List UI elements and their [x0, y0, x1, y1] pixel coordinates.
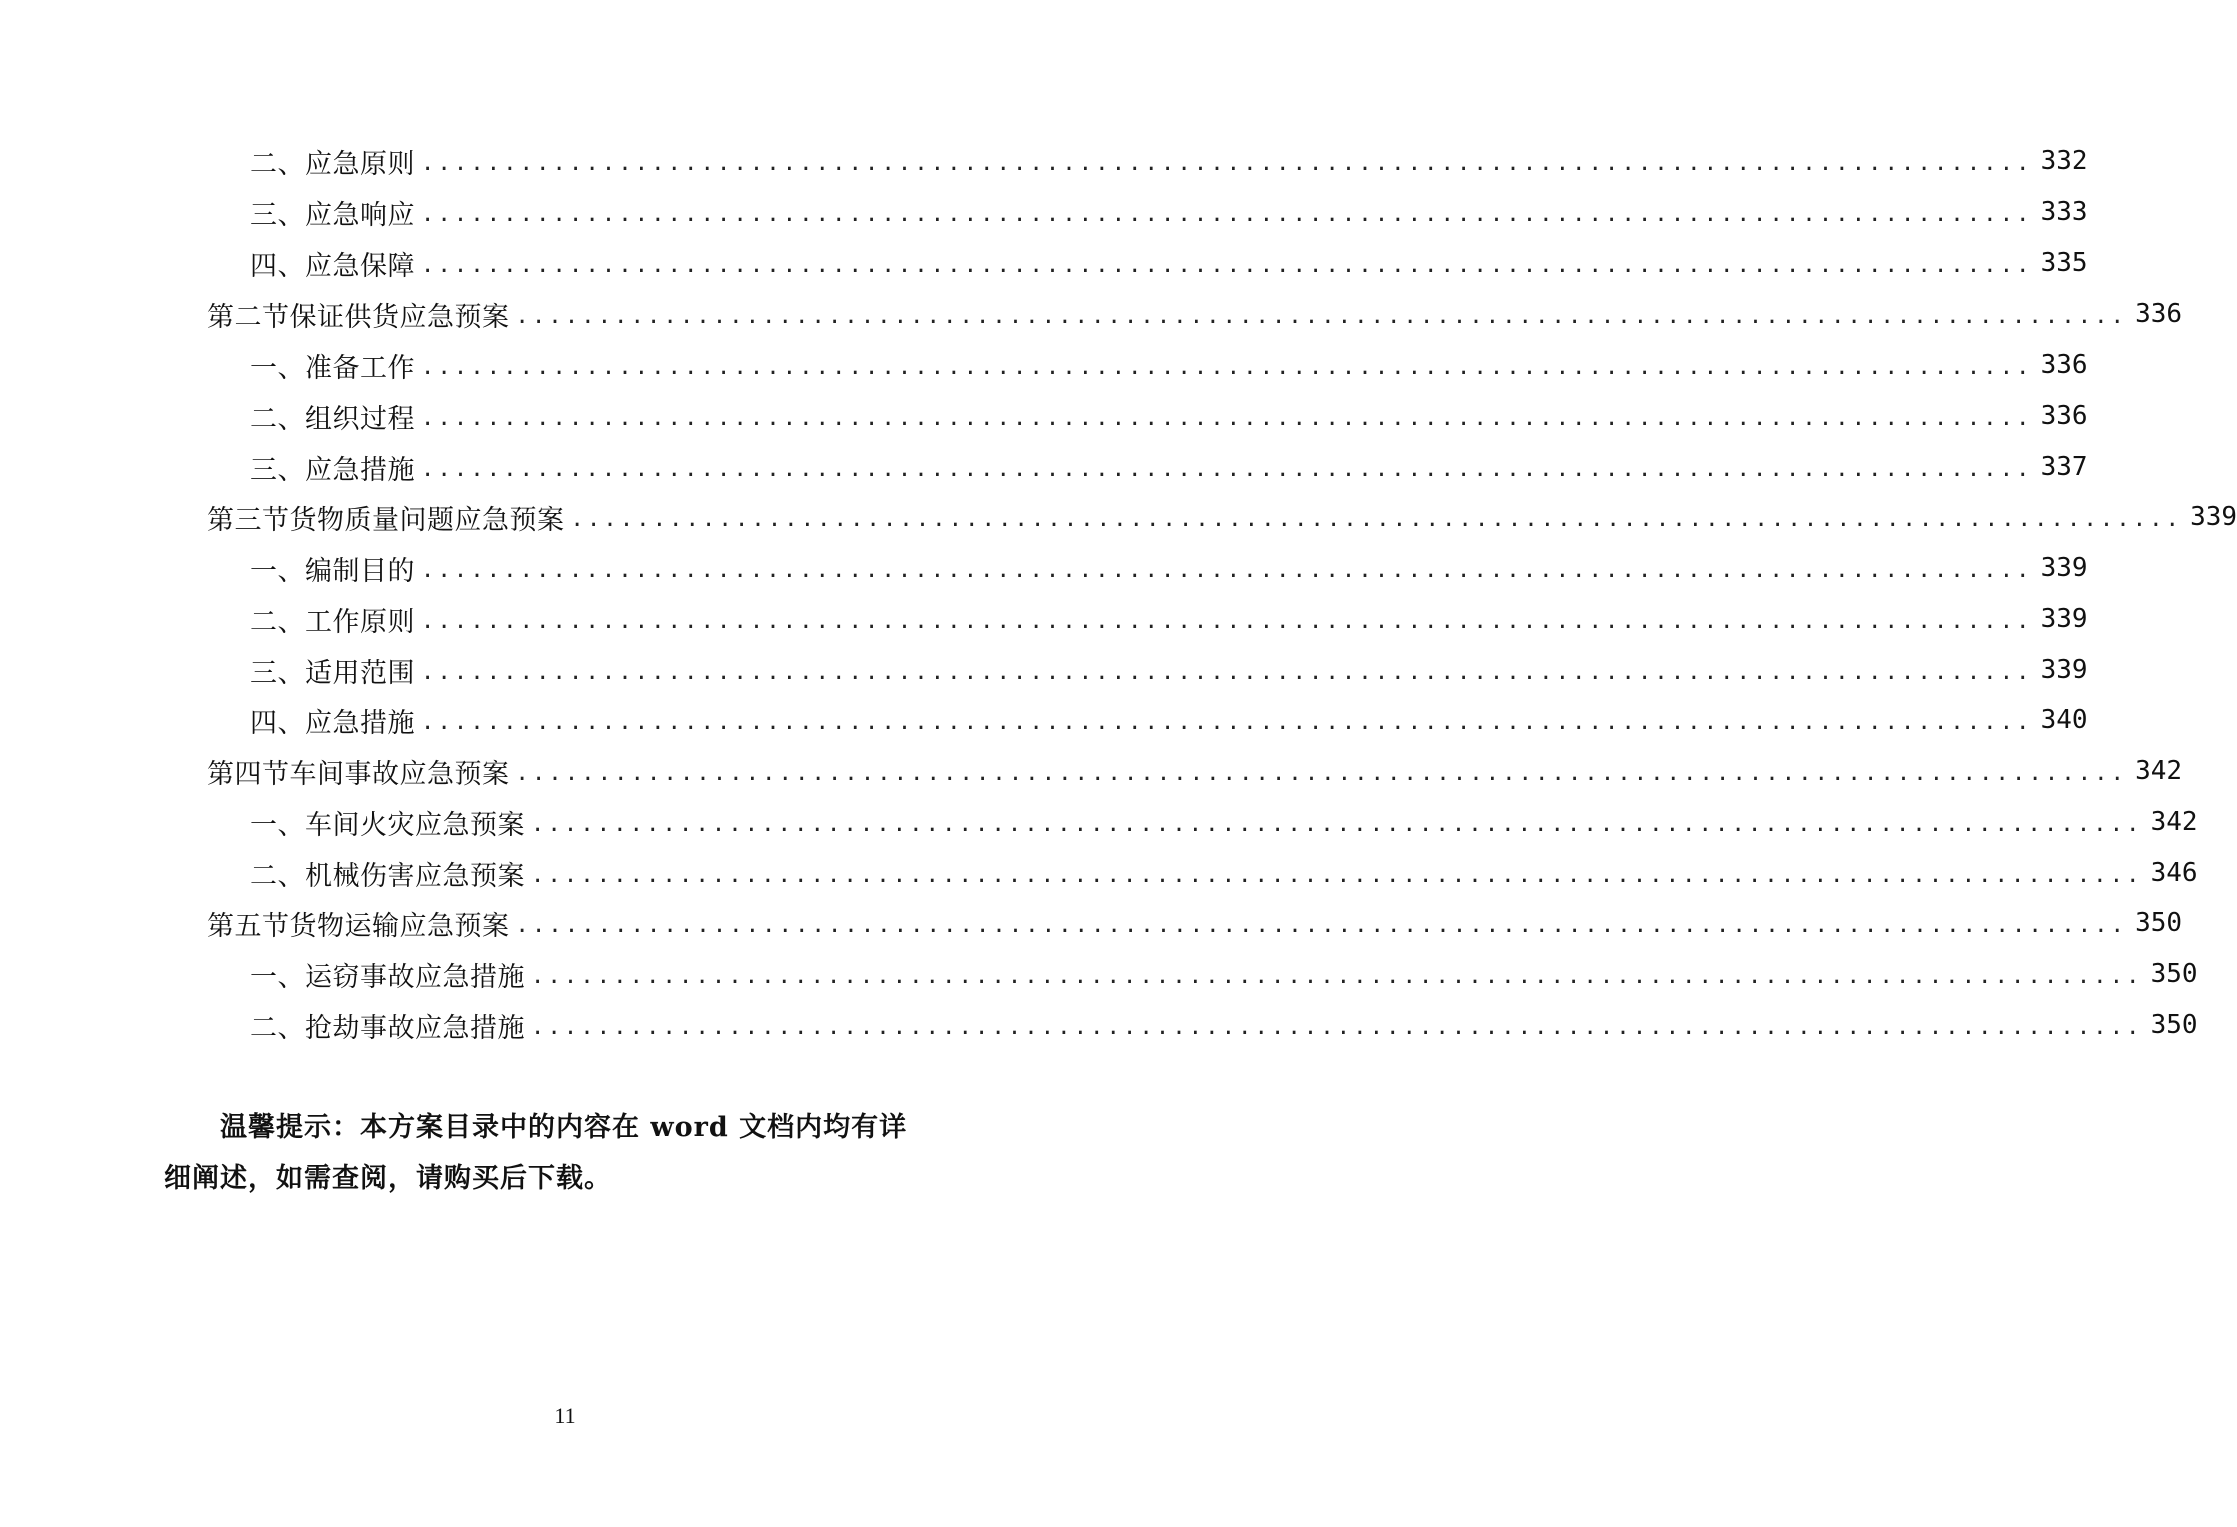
- toc-leader-dots: ..................................................................................................: [421, 201, 2033, 227]
- toc-page-number: 350: [2150, 1010, 2198, 1040]
- download-tip-paragraph: 温馨提示：本方案目录中的内容在 word 文档内均有详细阐述，如需查阅，请购买后下载。: [164, 1112, 908, 1194]
- toc-leader-dots: ..................................................................................................: [531, 963, 2143, 989]
- toc-entry-label: 一、运窃事故应急措施: [250, 961, 525, 993]
- toc-page-number: 336: [2040, 401, 2088, 431]
- toc-page-number: 333: [2040, 197, 2088, 227]
- toc-entry-label: 二、组织过程: [250, 403, 415, 435]
- toc-page-number: 339: [2190, 502, 2237, 532]
- toc-entry[interactable]: [250, 243, 2088, 283]
- toc-leader-dots: ..................................................................................................: [421, 709, 2033, 735]
- toc-leader-dots: ..................................................................................................: [421, 608, 2033, 634]
- toc-entry-label: 二、抢劫事故应急措施: [250, 1012, 525, 1044]
- toc-page-number: 336: [2135, 299, 2183, 329]
- toc-page-number: 335: [2040, 248, 2088, 278]
- toc-entry-label: 一、准备工作: [250, 352, 415, 384]
- toc-leader-dots: ..................................................................................................: [570, 506, 2183, 532]
- toc-page-number: 350: [2135, 908, 2183, 938]
- toc-entry-label: 一、车间火灾应急预案: [250, 809, 525, 841]
- toc-leader-dots: ..................................................................................................: [421, 354, 2033, 380]
- toc-leader-dots: ..................................................................................................: [531, 1014, 2143, 1040]
- toc-page-number: 339: [2040, 604, 2088, 634]
- toc-section-title: 货物运输应急预案: [289, 910, 510, 942]
- toc-leader-dots: ..................................................................................................: [421, 456, 2033, 482]
- toc-section-entry[interactable]: [207, 294, 2183, 334]
- toc-page-number: 342: [2135, 756, 2183, 786]
- toc-entry[interactable]: [250, 599, 2088, 639]
- toc-entry-label: 三、适用范围: [250, 657, 415, 689]
- toc-page-number: 332: [2040, 146, 2088, 176]
- toc-leader-dots: ..................................................................................................: [421, 557, 2033, 583]
- toc-entry[interactable]: [250, 700, 2088, 740]
- toc-entry[interactable]: [250, 853, 2198, 893]
- toc-entry[interactable]: [250, 345, 2088, 385]
- toc-leader-dots: ..................................................................................................: [421, 405, 2033, 431]
- toc-section-number: 第五节: [207, 910, 290, 942]
- toc-entry-label: 四、应急保障: [250, 250, 415, 282]
- toc-entry-label: 三、应急措施: [250, 454, 415, 486]
- toc-leader-dots: ..................................................................................................: [421, 659, 2033, 685]
- toc-leader-dots: ..................................................................................................: [515, 303, 2128, 329]
- toc-entry[interactable]: [250, 141, 2088, 181]
- toc-entry-label: 二、机械伤害应急预案: [250, 860, 525, 892]
- toc-entry-label: 二、应急原则: [250, 148, 415, 180]
- toc-page-number: 340: [2040, 705, 2088, 735]
- toc-leader-dots: ..................................................................................................: [531, 862, 2143, 888]
- toc-page-number: 336: [2040, 350, 2088, 380]
- toc-section-title: 货物质量问题应急预案: [289, 504, 565, 536]
- toc-entry[interactable]: [250, 548, 2088, 588]
- toc-section-entry[interactable]: [207, 903, 2183, 943]
- toc-leader-dots: ..................................................................................................: [421, 252, 2033, 278]
- toc-section-title: 保证供货应急预案: [289, 301, 510, 333]
- toc-entry-label: 一、编制目的: [250, 555, 415, 587]
- toc-entry[interactable]: [250, 802, 2198, 842]
- toc-leader-dots: ..................................................................................................: [515, 760, 2128, 786]
- toc-section-number: 第四节: [207, 758, 290, 790]
- toc-leader-dots: ..................................................................................................: [515, 912, 2128, 938]
- toc-entry[interactable]: [250, 192, 2088, 232]
- toc-section-entry[interactable]: [207, 751, 2183, 791]
- toc-page-number: 339: [2040, 553, 2088, 583]
- toc-leader-dots: ..................................................................................................: [531, 811, 2143, 837]
- toc-section-number: 第三节: [207, 504, 290, 536]
- toc-entry-label: 三、应急响应: [250, 199, 415, 231]
- toc-page-number: 339: [2040, 655, 2088, 685]
- toc-entry[interactable]: [250, 1005, 2198, 1045]
- toc-page-number: 342: [2150, 807, 2198, 837]
- toc-section-number: 第二节: [207, 301, 290, 333]
- toc-entry-label: 二、工作原则: [250, 606, 415, 638]
- toc-page-number: 350: [2150, 959, 2198, 989]
- toc-page-number: 337: [2040, 452, 2088, 482]
- toc-entry[interactable]: [250, 447, 2088, 487]
- toc-leader-dots: ..................................................................................................: [421, 150, 2033, 176]
- toc-entry[interactable]: [250, 954, 2198, 994]
- toc-entry[interactable]: [250, 650, 2088, 690]
- toc-entry-label: 四、应急措施: [250, 707, 415, 739]
- toc-page-number: 346: [2150, 858, 2198, 888]
- toc-section-title: 车间事故应急预案: [289, 758, 510, 790]
- toc-entry[interactable]: [250, 396, 2088, 436]
- page-number: 11: [554, 1403, 576, 1428]
- toc-section-entry[interactable]: [207, 497, 2237, 537]
